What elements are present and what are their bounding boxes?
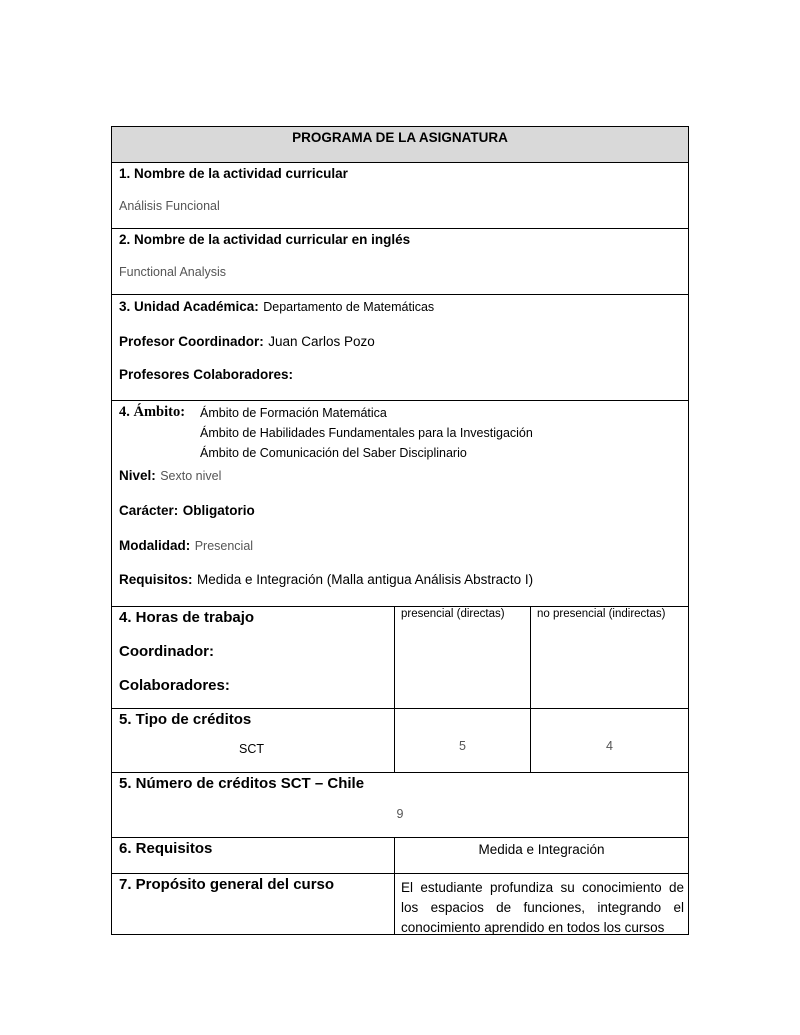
- caracter-value: Obligatorio: [182, 503, 255, 518]
- col-presencial: presencial (directas): [401, 608, 505, 620]
- title-row: [112, 127, 688, 163]
- page-title: PROGRAMA DE LA ASIGNATURA: [292, 130, 508, 145]
- unidad-label: 3. Unidad Académica:: [119, 299, 259, 314]
- nombre-ingles-value: Functional Analysis: [119, 265, 227, 279]
- nombre-label: 1. Nombre de la actividad curricular: [119, 166, 348, 181]
- caracter-label: Carácter:: [119, 503, 179, 518]
- tipo-no-presencial-cell: [530, 709, 688, 772]
- requisitos-value: Medida e Integración: [478, 842, 605, 857]
- section-unidad: [112, 295, 688, 401]
- horas-colaboradores: Colaboradores:: [119, 677, 230, 694]
- nivel-value: Sexto nivel: [160, 469, 222, 483]
- section-tipo-creditos: [112, 709, 688, 773]
- requisitos-inline-value: Medida e Integración (Malla antigua Análisis Abstracto I): [196, 572, 534, 587]
- proposito-label-cell: [112, 874, 394, 934]
- requisitos-line: [119, 571, 533, 589]
- section-requisitos: [112, 838, 688, 874]
- section-numero-creditos: [112, 773, 688, 838]
- modalidad-line: [119, 537, 253, 555]
- ambito-item: Ámbito de Habilidades Fundamentales para la Investigación: [200, 426, 533, 440]
- coordinador-label: Profesor Coordinador:: [119, 334, 264, 349]
- horas-label-cell: [112, 607, 394, 708]
- tipo-no-presencial-value: 4: [606, 739, 613, 753]
- nombre-ingles-label: 2. Nombre de la actividad curricular en inglés: [119, 232, 411, 247]
- course-program-table: [111, 126, 689, 935]
- nivel-label: Nivel:: [119, 468, 156, 483]
- nombre-value: Análisis Funcional: [119, 199, 220, 213]
- unidad-value: Departamento de Matemáticas: [263, 300, 435, 314]
- requisitos-label-cell: [112, 838, 394, 873]
- modalidad-value: Presencial: [194, 539, 254, 553]
- tipo-label: 5. Tipo de créditos: [119, 711, 252, 728]
- caracter-line: [119, 502, 255, 520]
- horas-label: 4. Horas de trabajo: [119, 609, 255, 626]
- colaboradores-label: Profesores Colaboradores:: [119, 367, 294, 382]
- section-nombre: [112, 163, 688, 229]
- coordinador-value: Juan Carlos Pozo: [268, 334, 375, 349]
- section-horas: [112, 607, 688, 709]
- numero-label: 5. Número de créditos SCT – Chile: [119, 775, 365, 792]
- unidad-line: [119, 298, 434, 316]
- ambito-label: 4. Ámbito:: [119, 404, 186, 420]
- tipo-value: SCT: [239, 742, 264, 756]
- horas-coordinador: Coordinador:: [119, 643, 214, 660]
- col-no-presencial: no presencial (indirectas): [537, 608, 666, 620]
- tipo-presencial-cell: [394, 709, 530, 772]
- section-ambito: [112, 401, 688, 607]
- ambito-item: Ámbito de Formación Matemática: [200, 406, 387, 420]
- section-proposito: [112, 874, 688, 934]
- tipo-presencial-value: 5: [459, 739, 466, 753]
- nivel-line: [119, 467, 221, 485]
- proposito-value: El estudiante profundiza su conocimiento de los espacios de funciones, integrando el conocimiento aprendido en todos los cursos: [401, 880, 684, 934]
- ambito-item: Ámbito de Comunicación del Saber Disciplinario: [200, 446, 467, 460]
- numero-value: 9: [396, 807, 404, 821]
- proposito-value-cell: [394, 874, 688, 934]
- modalidad-label: Modalidad:: [119, 538, 191, 553]
- horas-presencial-cell: [394, 607, 530, 708]
- requisitos-inline-label: Requisitos:: [119, 572, 193, 587]
- coordinador-line: [119, 333, 375, 351]
- proposito-label: 7. Propósito general del curso: [119, 876, 335, 893]
- horas-no-presencial-cell: [530, 607, 688, 708]
- requisitos-value-cell: [394, 838, 688, 873]
- tipo-label-cell: [112, 709, 394, 772]
- requisitos-label: 6. Requisitos: [119, 840, 213, 857]
- section-nombre-ingles: [112, 229, 688, 295]
